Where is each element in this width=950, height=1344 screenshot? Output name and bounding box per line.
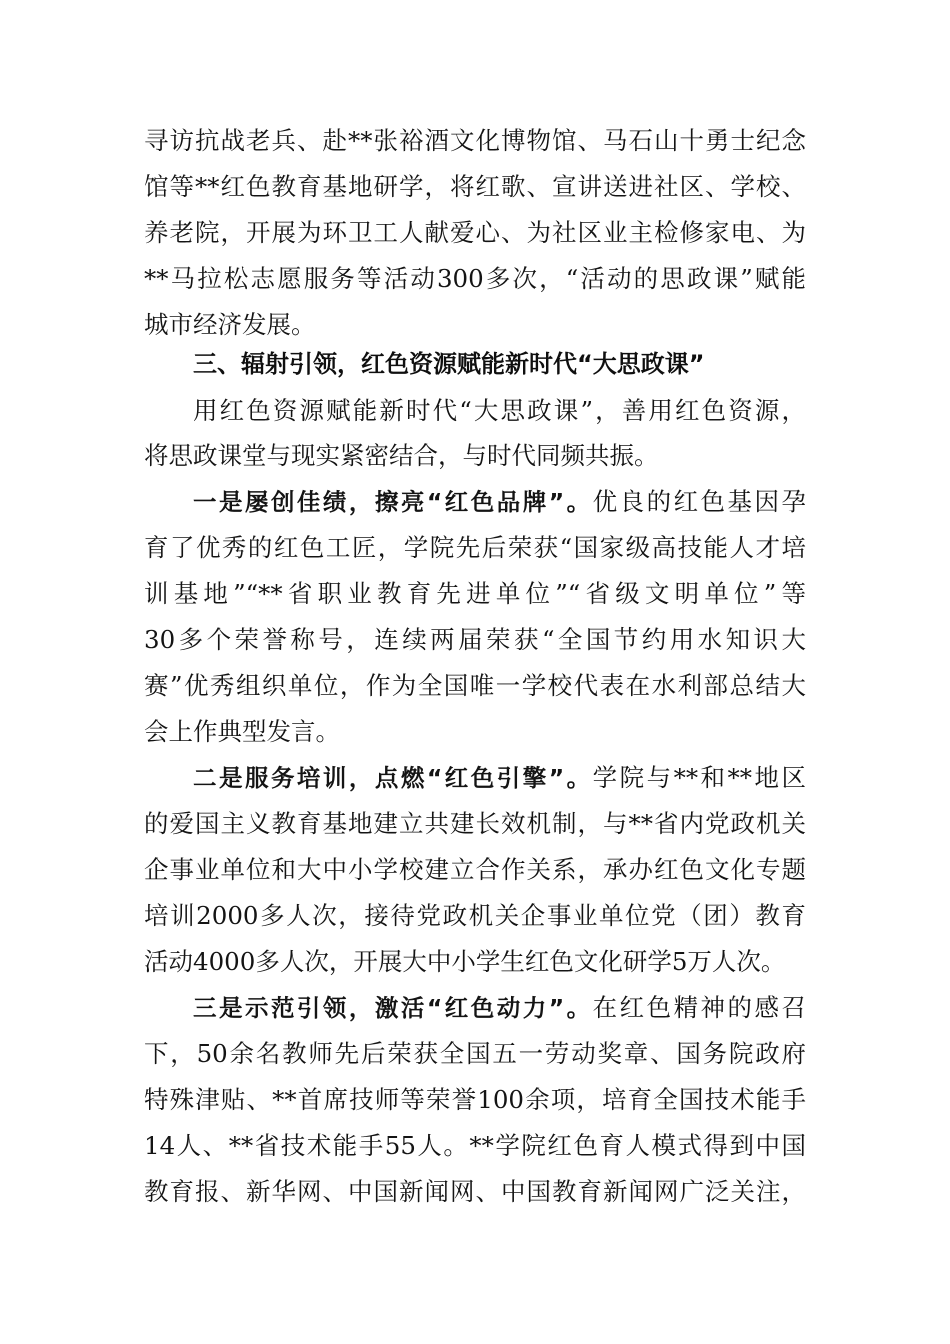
paragraph-4-line-1 xyxy=(193,755,806,801)
paragraph-3-line-5: 赛”优秀组织单位，作为全国唯一学校代表在水利部总结大 xyxy=(144,671,806,700)
paragraph-2-line-1: 用红色资源赋能新时代“大思政课”，善用红色资源， xyxy=(193,396,806,425)
paragraph-5-lead: 三是示范引领，激活“红色动力”。 xyxy=(193,994,593,1022)
paragraph-4-line-4: 培训2000多人次，接待党政机关企事业单位党（团）教育 xyxy=(144,901,806,930)
paragraph-5-line-2: 下，50余名教师先后荣获全国五一劳动奖章、国务院政府 xyxy=(144,1039,806,1068)
paragraph-3-line-3: 训基地”“**省职业教育先进单位”“省级文明单位”等 xyxy=(144,579,806,608)
paragraph-5-line-4: 14人、**省技术能手55人。**学院红色育人模式得到中国 xyxy=(144,1131,806,1160)
paragraph-3-line-6: 会上作典型发言。 xyxy=(144,717,340,746)
paragraph-3-line-4: 30多个荣誉称号，连续两届荣获“全国节约用水知识大 xyxy=(144,625,806,654)
paragraph-4-line-2: 的爱国主义教育基地建立共建长效机制，与**省内党政机关 xyxy=(144,809,806,838)
paragraph-1-line-5: 城市经济发展。 xyxy=(144,310,316,339)
section-3-heading: 三、辐射引领，红色资源赋能新时代“大思政课” xyxy=(193,350,705,378)
paragraph-1-line-3: 养老院，开展为环卫工人献爱心、为社区业主检修家电、为 xyxy=(144,218,806,247)
paragraph-4-line-3: 企事业单位和大中小学校建立合作关系，承办红色文化专题 xyxy=(144,855,806,884)
paragraph-5-line-3: 特殊津贴、**首席技师等荣誉100余项，培育全国技术能手 xyxy=(144,1085,806,1114)
paragraph-4-lead: 二是服务培训，点燃“红色引擎”。 xyxy=(193,764,593,792)
paragraph-3-line-2: 育了优秀的红色工匠，学院先后荣获“国家级高技能人才培 xyxy=(144,533,806,562)
paragraph-1-line-2: 馆等**红色教育基地研学，将红歌、宣讲送进社区、学校、 xyxy=(144,172,806,201)
paragraph-1-line-4: **马拉松志愿服务等活动300多次，“活动的思政课”赋能 xyxy=(144,264,806,293)
paragraph-5-line-1-text: 在红色精神的感召 xyxy=(592,993,806,1022)
paragraph-3-line-1-text: 优良的红色基因孕 xyxy=(592,487,806,516)
paragraph-1-line-1: 寻访抗战老兵、赴**张裕酒文化博物馆、马石山十勇士纪念 xyxy=(144,126,806,155)
paragraph-5-line-1 xyxy=(193,985,806,1031)
paragraph-3-line-1 xyxy=(193,479,806,525)
paragraph-2-line-2: 将思政课堂与现实紧密结合，与时代同频共振。 xyxy=(144,441,659,470)
paragraph-5-line-5: 教育报、新华网、中国新闻网、中国教育新闻网广泛关注， xyxy=(144,1177,806,1206)
paragraph-3-lead: 一是屡创佳绩，擦亮“红色品牌”。 xyxy=(193,488,593,516)
paragraph-4-line-5: 活动4000多人次，开展大中小学生红色文化研学5万人次。 xyxy=(144,947,786,976)
paragraph-4-line-1-text: 学院与**和**地区 xyxy=(592,763,806,792)
